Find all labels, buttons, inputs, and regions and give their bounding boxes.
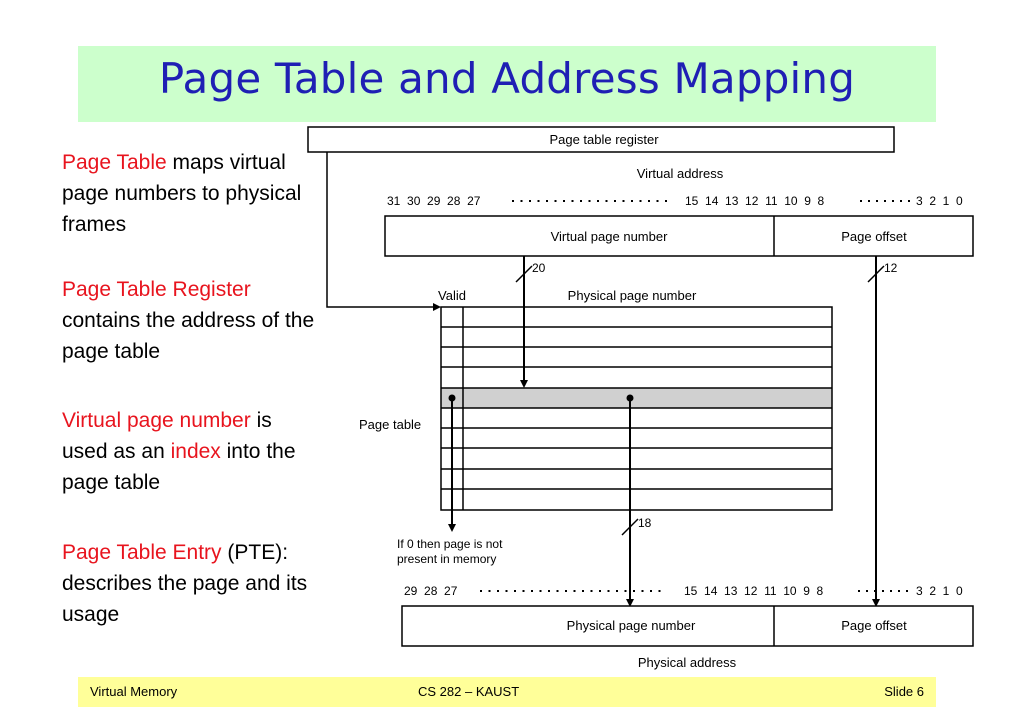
valid-note-line2: present in memory [397,552,497,566]
bullet-text: (PTE): describes the page and its usage [62,541,308,626]
highlighted-term: index [170,440,221,463]
physical-page-number-column-header: Physical page number [567,288,697,303]
virtual-address-label: Virtual address [636,166,724,181]
offset-width-label: 12 [884,261,898,275]
physical-bits-middle: 15 14 13 12 11 10 9 8 [684,584,824,598]
virtual-bits-middle: 15 14 13 12 11 10 9 8 [685,194,825,208]
physical-page-number-field: Physical page number [566,618,696,633]
bullet-text: maps virtual page numbers to physical frames [62,151,302,236]
physical-address-label: Physical address [637,655,737,670]
highlighted-term: Page Table [62,151,167,174]
physical-page-offset-field: Page offset [841,618,907,633]
virtual-bits-high: 31 30 29 28 27 [387,194,481,208]
footer-slide-number: Slide 6 [884,684,924,699]
vpn-width-label: 20 [532,261,546,275]
virtual-page-number-field: Virtual page number [550,229,668,244]
virtual-bits-low: 3 2 1 0 [916,194,963,208]
bullet-text: is used as an [62,409,272,463]
page-table-register-label: Page table register [549,132,659,147]
page-table-label: Page table [359,417,422,432]
highlighted-term: Virtual page number [62,409,251,432]
physical-bits-low: 3 2 1 0 [916,584,963,598]
highlighted-term: Page Table Entry [62,541,222,564]
bullet-text: into the page table [62,440,296,494]
slide-title: Page Table and Address Mapping [158,54,856,103]
ppn-width-label: 18 [638,516,652,530]
bullet-text: contains the address of the page table [62,309,315,363]
footer-course: CS 282 – KAUST [418,684,520,699]
physical-bits-high: 29 28 27 [404,584,458,598]
page-table [441,307,832,510]
page-table-selected-entry [441,388,832,408]
virtual-page-offset-field: Page offset [841,229,907,244]
valid-column-header: Valid [438,288,466,303]
valid-note-line1: If 0 then page is not [397,537,503,551]
footer-topic: Virtual Memory [90,684,178,699]
slide-footer [78,677,936,707]
highlighted-term: Page Table Register [62,278,251,301]
